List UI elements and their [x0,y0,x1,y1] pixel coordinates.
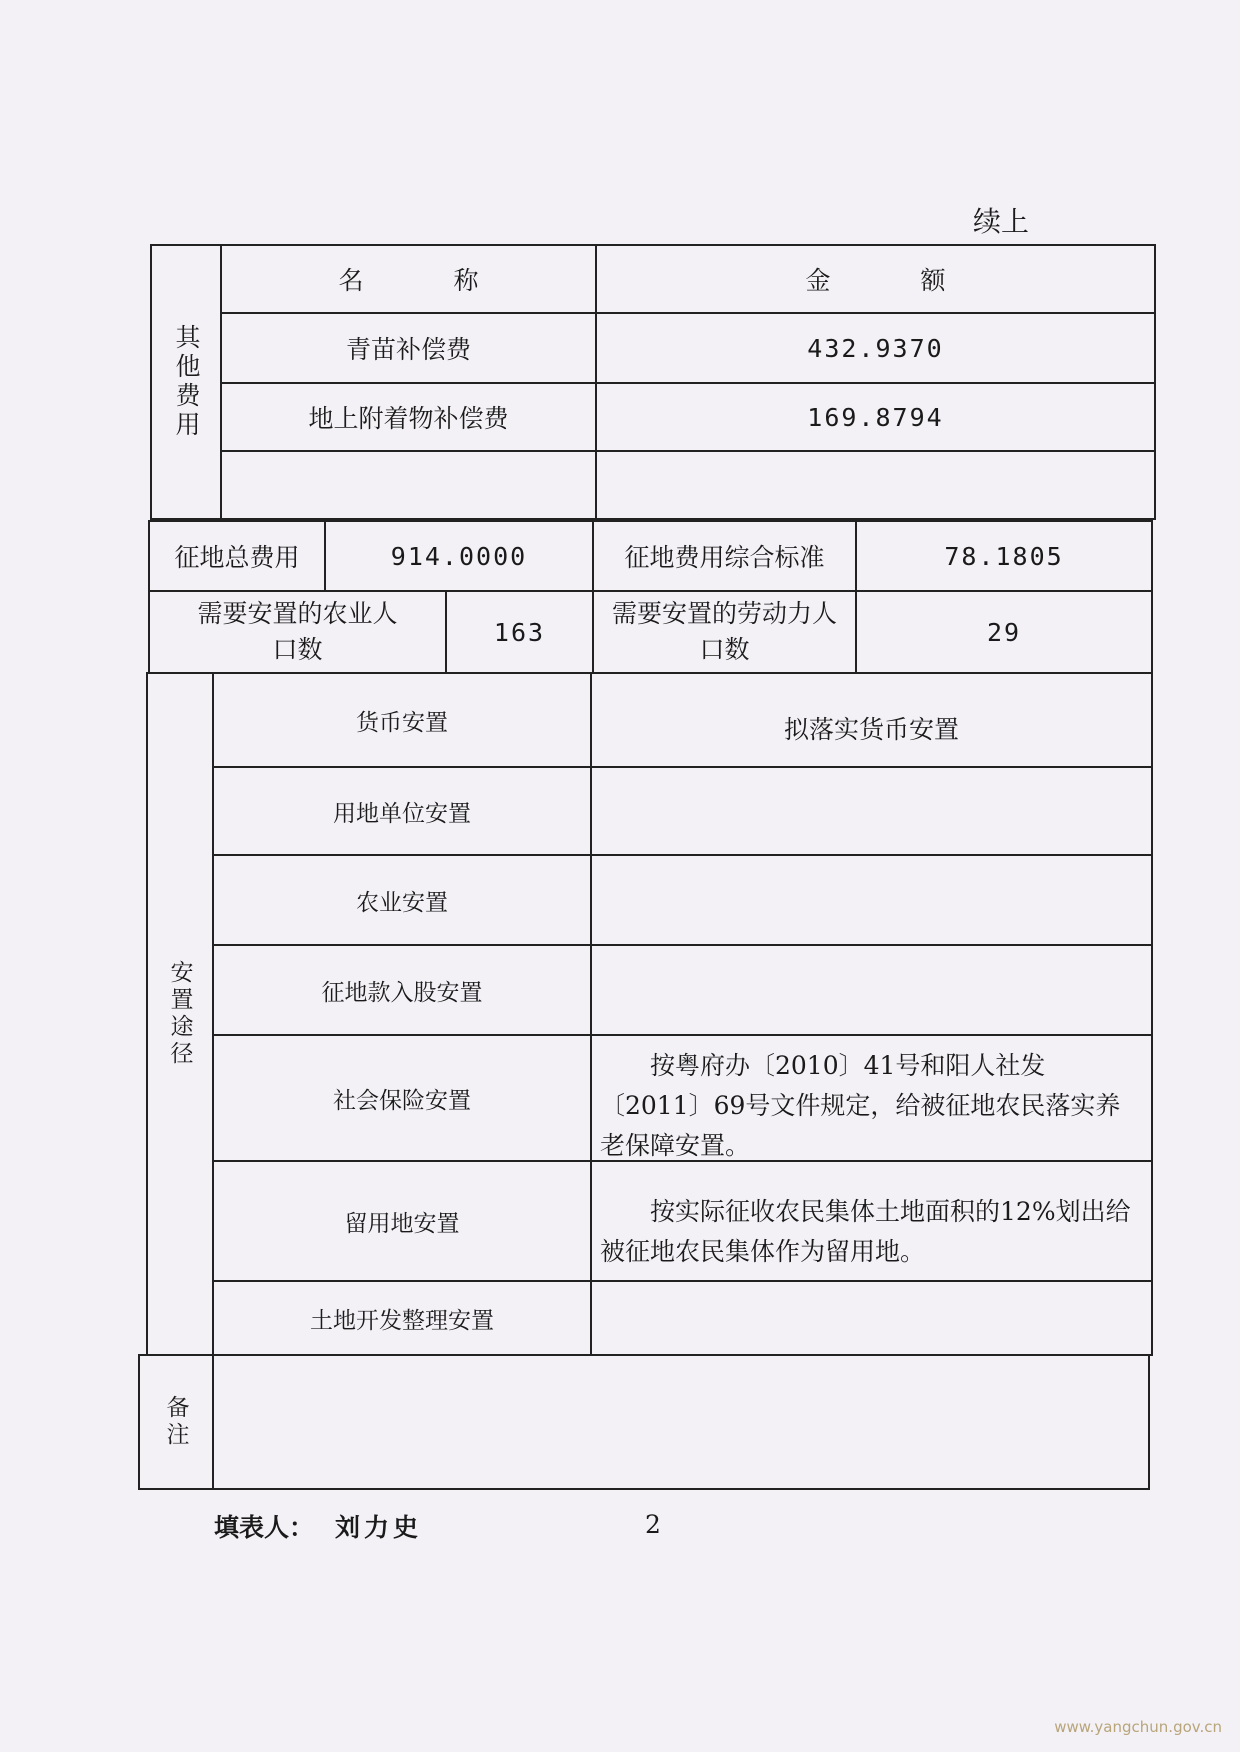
resettlement-type-social-insurance: 社会保险安置 [212,1034,592,1162]
resettlement-type-reserved-land: 留用地安置 [212,1160,592,1282]
other-costs-section-label: 其他费用 [150,244,222,520]
resettlement-value-agricultural [590,854,1153,946]
resettlement-value-equity [590,944,1153,1036]
remarks-value [212,1354,1150,1490]
column-header-amount: 金额 [595,244,1156,314]
farm-population-value: 163 [445,590,594,674]
other-cost-amount-3 [595,450,1156,520]
resettlement-type-agricultural: 农业安置 [212,854,592,946]
page-number: 2 [645,1510,661,1539]
resettlement-type-monetary: 货币安置 [212,672,592,768]
resettlement-value-employer [590,766,1153,856]
total-cost-value: 914.0000 [324,520,594,592]
cost-standard-label: 征地费用综合标准 [592,520,857,592]
other-cost-name-1: 青苗补偿费 [220,312,597,384]
other-cost-amount-2: 169.8794 [595,382,1156,452]
resettlement-type-equity: 征地款入股安置 [212,944,592,1036]
resettlement-value-reserved-land: 按实际征收农民集体土地面积的12%划出给被征地农民集体作为留用地。 [590,1160,1153,1282]
farm-population-label: 需要安置的农业人口数 [148,590,447,674]
cost-standard-value: 78.1805 [855,520,1153,592]
remarks-label: 备注 [138,1354,214,1490]
labor-population-value: 29 [855,590,1153,674]
other-cost-amount-1: 432.9370 [595,312,1156,384]
resettlement-type-land-development: 土地开发整理安置 [212,1280,592,1356]
filler-label: 填表人： [214,1513,315,1542]
continued-label: 续上 [973,205,1030,238]
other-cost-name-2: 地上附着物补偿费 [220,382,597,452]
other-cost-name-3 [220,450,597,520]
resettlement-value-land-development [590,1280,1153,1356]
resettlement-type-employer: 用地单位安置 [212,766,592,856]
resettlement-value-monetary: 拟落实货币安置 [590,672,1153,768]
resettlement-section-label: 安置途径 [146,672,214,1356]
column-header-name: 名称 [220,244,597,314]
filler-name: 刘力史 [335,1513,423,1542]
watermark-url: www.yangchun.gov.cn [1054,1718,1222,1736]
resettlement-value-social-insurance: 按粤府办〔2010〕41号和阳人社发〔2011〕69号文件规定，给被征地农民落实养老保障安置。 [590,1034,1153,1162]
total-cost-label: 征地总费用 [148,520,326,592]
labor-population-label: 需要安置的劳动力人口数 [592,590,857,674]
